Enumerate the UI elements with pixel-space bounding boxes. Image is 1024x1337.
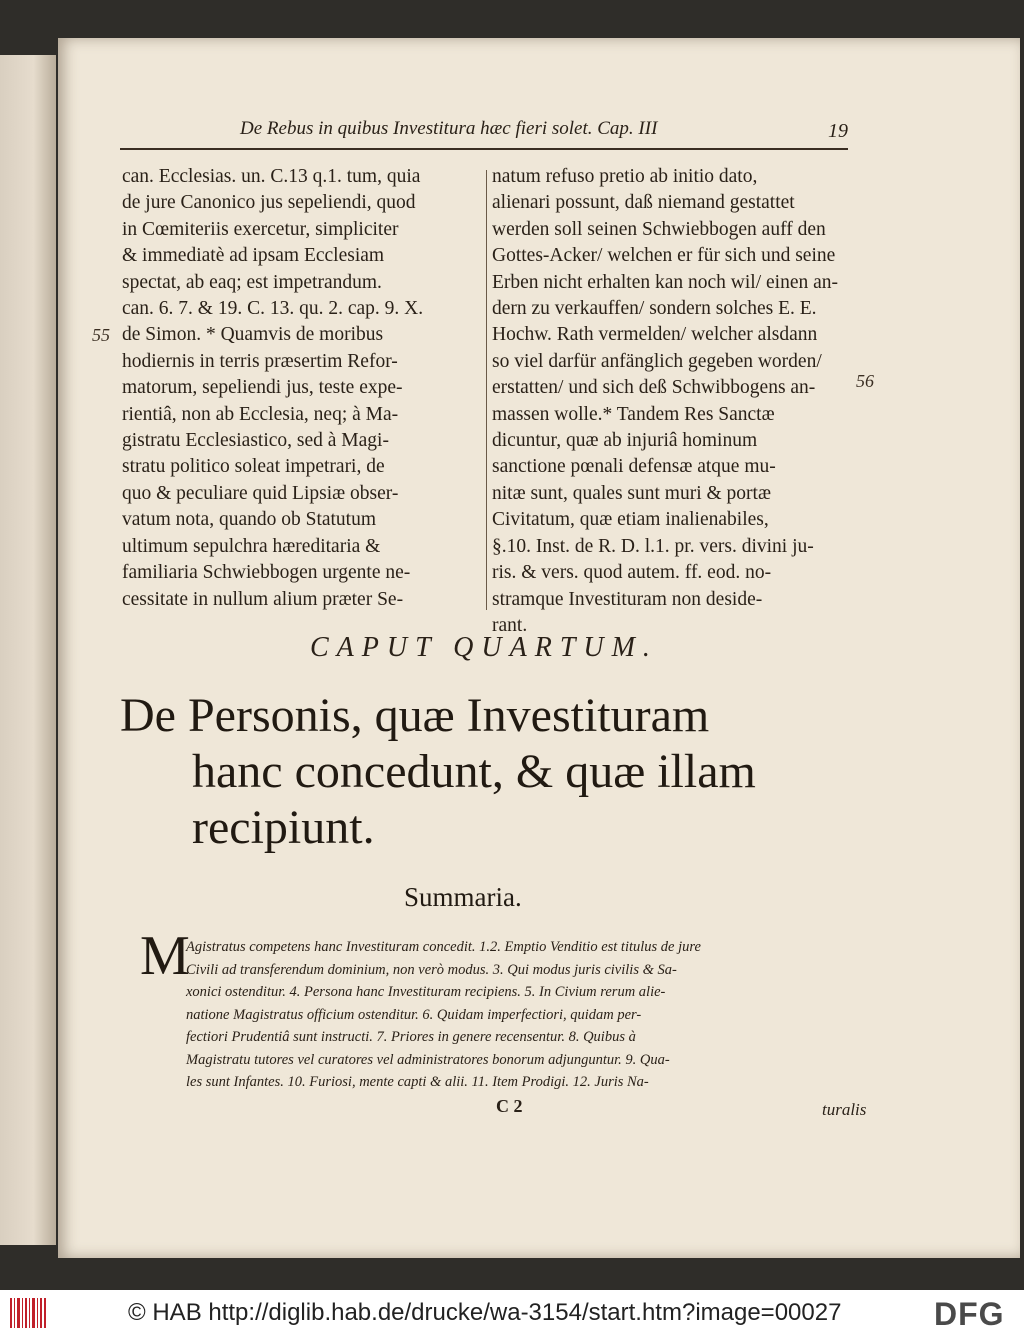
right-line: Erben nicht erhalten kan noch wil/ einen an-	[492, 271, 838, 293]
summaria-line: Magistratu tutores vel curatores vel administratores bonorum adjunguntur. 9. Qua-	[186, 1051, 670, 1068]
right-line: dicuntur, quæ ab injuriâ hominum	[492, 430, 758, 452]
right-line: nitæ sunt, quales sunt muri & portæ	[492, 482, 771, 504]
right-line: Hochw. Rath vermelden/ welcher alsdann	[492, 324, 818, 346]
left-line: familiaria Schwiebbogen urgente ne-	[122, 562, 411, 584]
right-line: rant.	[492, 614, 528, 636]
summaria-line: xonici ostenditur. 4. Persona hanc Investituram recipiens. 5. In Civium rerum alie-	[186, 984, 666, 1000]
left-line: rientiâ, non ab Ecclesia, neq; à Ma-	[122, 403, 399, 425]
left-line: quo & peculiare quid Lipsiæ obser-	[122, 482, 399, 504]
chapter-label: CAPUT QUARTUM.	[310, 632, 658, 663]
chapter-title-line: recipiunt.	[192, 801, 375, 854]
right-line: §.10. Inst. de R. D. l.1. pr. vers. divini ju-	[492, 535, 814, 557]
running-head: De Rebus in quibus Investitura hæc fieri solet. Cap. III	[240, 118, 658, 139]
right-line: massen wolle.* Tandem Res Sanctæ	[492, 403, 775, 425]
column-divider	[486, 170, 487, 610]
viewer-footer	[0, 1290, 1024, 1337]
chapter-title-line: hanc concedunt, & quæ illam	[192, 745, 756, 798]
left-line: spectat, ab eaq; est impetrandum.	[122, 271, 382, 293]
left-line: hodiernis in terris præsertim Refor-	[122, 350, 398, 372]
left-line: can. Ecclesias. un. C.13 q.1. tum, quia	[122, 166, 421, 187]
left-column	[122, 164, 482, 613]
drop-capital: M	[140, 925, 190, 987]
chapter-title-line: De Personis, quæ Investituram	[120, 689, 710, 742]
right-line: alienari possunt, daß niemand gestattet	[492, 192, 795, 214]
left-line: de Simon. * Quamvis de moribus	[122, 324, 384, 346]
left-line: ultimum sepulchra hæreditaria &	[122, 535, 381, 557]
summaria-line: fectiori Prudentiâ sunt instructi. 7. Priores in genere recensentur. 8. Quibus à	[186, 1029, 636, 1045]
right-line: natum refuso pretio ab initio dato,	[492, 166, 758, 187]
left-line: can. 6. 7. & 19. C. 13. qu. 2. cap. 9. X.	[122, 298, 424, 320]
right-line: Civitatum, quæ etiam inalienabiles,	[492, 509, 769, 531]
right-line: so viel darfür anfänglich gegeben worden/	[492, 350, 822, 372]
adjacent-page-edge	[0, 55, 56, 1245]
left-line: vatum nota, quando ob Statutum	[122, 509, 377, 531]
chapter-title	[120, 688, 860, 856]
copyright-link[interactable]: © HAB http://diglib.hab.de/drucke/wa-3154/start.htm?image=00027	[128, 1299, 842, 1326]
left-line: & immediatè ad ipsam Ecclesiam	[122, 245, 385, 267]
left-line: de jure Canonico jus sepeliendi, quod	[122, 192, 416, 214]
signature-mark: C 2	[496, 1096, 523, 1116]
left-line: matorum, sepeliendi jus, teste expe-	[122, 377, 403, 399]
summaria-line: natione Magistratus officium ostenditur. 6. Quidam imperfectiori, quidam per-	[186, 1006, 642, 1023]
margin-note-left: 55	[92, 325, 110, 345]
right-column	[492, 164, 848, 639]
right-line: Gottes-Acker/ welchen er für sich und seine	[492, 245, 836, 267]
right-line: ris. & vers. quod autem. ff. eod. no-	[492, 562, 772, 584]
right-line: stramque Investituram non deside-	[492, 588, 763, 610]
left-line: cessitate in nullum alium præter Se-	[122, 588, 404, 610]
left-line: in Cœmiteriis exercetur, simpliciter	[122, 218, 399, 240]
catchword: turalis	[822, 1100, 867, 1119]
summaria-line: les sunt Infantes. 10. Furiosi, mente capti & alii. 11. Item Prodigi. 12. Juris Na-	[186, 1074, 649, 1090]
summaria-text	[186, 936, 852, 1094]
right-line: sanctione pœnali defensæ atque mu-	[492, 456, 776, 478]
left-line: gistratu Ecclesiastico, sed à Magi-	[122, 430, 389, 452]
page-number: 19	[828, 120, 848, 142]
margin-note-right: 56	[856, 371, 874, 391]
right-line: dern zu verkauffen/ sondern solches E. E.	[492, 298, 817, 320]
right-line: erstatten/ und sich deß Schwibbogens an-	[492, 377, 816, 399]
summaria-heading: Summaria.	[404, 882, 522, 912]
dfg-logo: DFG	[934, 1296, 1005, 1332]
header-rule	[120, 148, 848, 150]
left-line: stratu politico soleat impetrari, de	[122, 456, 385, 478]
right-line: werden soll seinen Schwiebbogen auff den	[492, 218, 826, 240]
barcode-icon	[10, 1298, 46, 1328]
summaria-line: Civili ad transferendum dominium, non verò modus. 3. Qui modus juris civilis & Sa-	[186, 961, 677, 978]
summaria-line: Agistratus competens hanc Investituram concedit. 1.2. Emptio Venditio est titulus de jure	[186, 939, 701, 955]
